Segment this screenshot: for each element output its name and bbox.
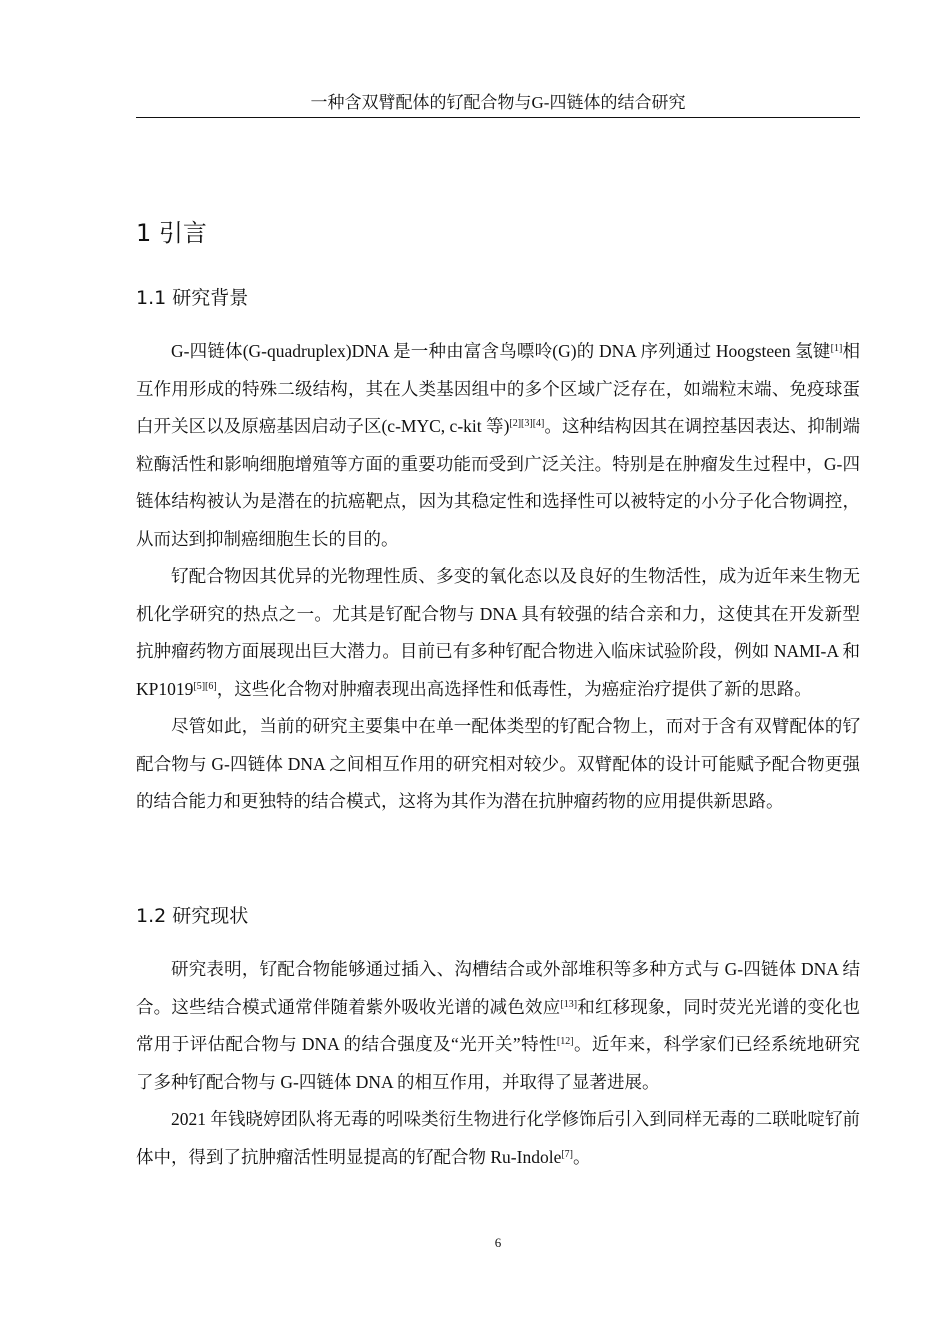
section-body-background	[136, 333, 860, 821]
paragraph-text: 和红移现象，同时荧光光谱的变化也常用于评估配合物与 DNA 的结合强度及“光开关”特性	[136, 996, 861, 1054]
citation-ref: [12]	[556, 1036, 574, 1047]
paragraph	[136, 951, 860, 1101]
paragraph-text: 相互作用形成的特殊二级结构，其在人类基因组中的多个区域广泛存在，如端粒末端、免疫球蛋白开关区以及原癌基因启动子区(c-MYC, c-kit 等)	[136, 341, 860, 436]
section-title-status: 1.2 研究现状	[136, 905, 249, 927]
citation-ref: [1]	[830, 343, 843, 354]
paragraph-text: G-四链体(G-quadruplex)DNA 是一种由富含鸟嘌呤(G)的 DNA 序列通过 Hoogsteen 氢键	[171, 341, 831, 361]
citation-ref: [5][6]	[193, 680, 217, 692]
page-number: 6	[494, 1235, 502, 1250]
paragraph	[136, 1101, 860, 1176]
section-title-background: 1.1 研究背景	[136, 287, 249, 309]
paragraph-text: 2021 年钱晓婷团队将无毒的吲哚类衍生物进行化学修饰后引入到同样无毒的二联吡啶钌前体中，得到了抗肿瘤活性明显提高的钌配合物 Ru-Indole	[136, 1109, 860, 1167]
chapter-title: 1 引言	[136, 219, 207, 247]
paragraph-text: 。近年来，科学家们已经系统地研究了多种钌配合物与 G-四链体 DNA 的相互作用，并取得了显著进展。	[136, 1034, 860, 1092]
paragraph-text: 钌配合物因其优异的光物理性质、多变的氧化态以及良好的生物活性，成为近年来生物无机化学研究的热点之一。尤其是钌配合物与 DNA 具有较强的结合亲和力，这使其在开发新型抗肿瘤药物方面展现出巨大潜力。目前已有多种钌配合物进入临床试验阶段，例如 NAMI-A 和 KP1019	[136, 566, 860, 699]
paragraph	[136, 558, 860, 708]
citation-ref: [2][3][4]	[509, 418, 545, 429]
section-body-status	[136, 951, 860, 1176]
paragraph	[136, 708, 860, 821]
paragraph-text: ，这些化合物对肿瘤表现出高选择性和低毒性，为癌症治疗提供了新的思路。	[216, 678, 812, 699]
citation-ref: [13]	[560, 998, 578, 1010]
paragraph-text: 。	[573, 1146, 591, 1167]
paragraph-text: 研究表明，钌配合物能够通过插入、沟槽结合或外部堆积等多种方式与 G-四链体 DNA 结合。这些结合模式通常伴随着紫外吸收光谱的减色效应	[136, 959, 860, 1017]
paragraph	[136, 333, 860, 558]
running-header: 一种含双臂配体的钌配合物与G-四链体的结合研究	[310, 93, 686, 112]
paragraph-text: 。这种结构因其在调控基因表达、抑制端粒酶活性和影响细胞增殖等方面的重要功能而受到广泛关注。特别是在肿瘤发生过程中，G-四链体结构被认为是潜在的抗癌靶点，因为其稳定性和选择性可以被特定的小分子化合物调控，从而达到抑制癌细胞生长的目的。	[136, 416, 860, 549]
paragraph-text: 尽管如此，当前的研究主要集中在单一配体类型的钌配合物上，而对于含有双臂配体的钌配合物与 G-四链体 DNA 之间相互作用的研究相对较少。双臂配体的设计可能赋予配合物更强的结合能力和更独特的结合模式，这将为其作为潜在抗肿瘤药物的应用提供新思路。	[136, 716, 860, 811]
header-rule	[136, 117, 860, 118]
citation-ref: [7]	[561, 1148, 574, 1160]
